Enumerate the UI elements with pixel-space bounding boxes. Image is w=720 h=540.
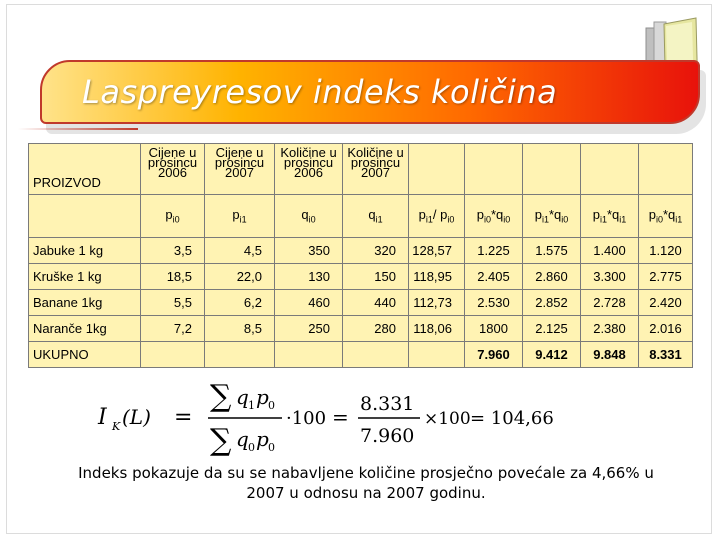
table-cell: 3.300 bbox=[581, 264, 639, 290]
explanation-note: Indeks pokazuje da su se nabavljene količine prosječno povećale za 4,66% u 2007 u odnosu na 2007 godinu. bbox=[78, 464, 654, 502]
formula-times: ×100 bbox=[424, 409, 471, 429]
table-cell: 2.380 bbox=[581, 316, 639, 342]
fraction-numerator: 8.331 bbox=[360, 393, 415, 415]
table-cell: 2.860 bbox=[523, 264, 581, 290]
table-row bbox=[29, 290, 693, 316]
table-cell: 350 bbox=[275, 238, 343, 264]
total-row bbox=[29, 342, 693, 368]
den-q: q bbox=[236, 427, 249, 451]
table-cell: 150 bbox=[343, 264, 409, 290]
table-cell: 130 bbox=[275, 264, 343, 290]
total-cell: 8.331 bbox=[639, 342, 693, 368]
table-cell: 18,5 bbox=[141, 264, 205, 290]
col-header: Količine u prosincu 2006 bbox=[275, 144, 343, 195]
table-cell: 118,95 bbox=[409, 264, 465, 290]
symbol-cell: $p_{i0}*q_{i0}$ bbox=[465, 195, 523, 238]
col-header: Cijene u prosincu 2007 bbox=[205, 144, 275, 195]
table-cell: 280 bbox=[343, 316, 409, 342]
header-row bbox=[29, 144, 693, 195]
total-label: UKUPNO bbox=[29, 342, 141, 368]
empty-cell bbox=[409, 342, 465, 368]
symbol-cell: $p_{i1}*q_{i1}$ bbox=[581, 195, 639, 238]
empty-cell bbox=[275, 342, 343, 368]
table-cell: 7,2 bbox=[141, 316, 205, 342]
den-p-sub: 0 bbox=[268, 441, 275, 454]
row-label: Jabuke 1 kg bbox=[29, 238, 141, 264]
table-cell: 2.405 bbox=[465, 264, 523, 290]
num-q: q bbox=[236, 385, 249, 409]
table-cell: 320 bbox=[343, 238, 409, 264]
table-cell: 2.530 bbox=[465, 290, 523, 316]
row-label: Naranče 1kg bbox=[29, 316, 141, 342]
table-cell: 2.775 bbox=[639, 264, 693, 290]
row-label: Kruške 1 kg bbox=[29, 264, 141, 290]
symbol-cell: $p_{i0}*q_{i1}$ bbox=[639, 195, 693, 238]
total-cell: 9.412 bbox=[523, 342, 581, 368]
table-cell: 440 bbox=[343, 290, 409, 316]
symbol-cell: $p_{i0}$ bbox=[141, 195, 205, 238]
total-cell: 9.848 bbox=[581, 342, 639, 368]
table-cell: 250 bbox=[275, 316, 343, 342]
formula-I: I bbox=[98, 405, 107, 430]
total-cell: 7.960 bbox=[465, 342, 523, 368]
row-label: Banane 1kg bbox=[29, 290, 141, 316]
symbol-cell: $q_{i1}$ bbox=[343, 195, 409, 238]
table-cell: 8,5 bbox=[205, 316, 275, 342]
table-cell: 128,57 bbox=[409, 238, 465, 264]
num-q-sub: 1 bbox=[248, 399, 255, 412]
empty-cell bbox=[29, 195, 141, 238]
index-formula bbox=[90, 378, 590, 458]
empty-cell bbox=[205, 342, 275, 368]
col-header: Cijene u prosincu 2006 bbox=[141, 144, 205, 195]
table-cell: 1800 bbox=[465, 316, 523, 342]
empty-cell bbox=[581, 144, 639, 195]
table-cell: 2.016 bbox=[639, 316, 693, 342]
sum-symbol-bottom: ∑ bbox=[210, 423, 232, 458]
table-cell: 1.575 bbox=[523, 238, 581, 264]
table-cell: 1.120 bbox=[639, 238, 693, 264]
num-p: p bbox=[256, 385, 269, 409]
formula-eq2: = bbox=[332, 405, 349, 429]
formula-K: K bbox=[112, 420, 121, 433]
table-cell: 22,0 bbox=[205, 264, 275, 290]
empty-cell bbox=[409, 144, 465, 195]
table-cell: 1.400 bbox=[581, 238, 639, 264]
empty-cell bbox=[639, 144, 693, 195]
table-cell: 112,73 bbox=[409, 290, 465, 316]
empty-cell bbox=[343, 342, 409, 368]
table-cell: 2.852 bbox=[523, 290, 581, 316]
table-cell: 2.125 bbox=[523, 316, 581, 342]
table-cell: 5,5 bbox=[141, 290, 205, 316]
den-p: p bbox=[256, 427, 269, 451]
slide-title: Laspreyresov indeks količina bbox=[82, 73, 558, 111]
title-underline bbox=[18, 128, 138, 130]
col-header: Količine u prosincu 2007 bbox=[343, 144, 409, 195]
table-cell: 4,5 bbox=[205, 238, 275, 264]
table-cell: 3,5 bbox=[141, 238, 205, 264]
formula-equals: = bbox=[174, 405, 193, 430]
num-p-sub: 0 bbox=[268, 399, 275, 412]
symbol-cell: $p_{i1}/$ $p_{i0}$ bbox=[409, 195, 465, 238]
formula-result: = 104,66 bbox=[470, 408, 554, 429]
data-table bbox=[28, 143, 693, 368]
table-cell: 1.225 bbox=[465, 238, 523, 264]
table-cell: 118,06 bbox=[409, 316, 465, 342]
formula-L: (L) bbox=[122, 405, 151, 429]
table-row bbox=[29, 238, 693, 264]
table-row bbox=[29, 316, 693, 342]
table-cell: 6,2 bbox=[205, 290, 275, 316]
symbol-cell: $q_{i0}$ bbox=[275, 195, 343, 238]
table-cell: 2.728 bbox=[581, 290, 639, 316]
empty-cell bbox=[523, 144, 581, 195]
table-cell: 2.420 bbox=[639, 290, 693, 316]
empty-cell bbox=[141, 342, 205, 368]
empty-cell bbox=[465, 144, 523, 195]
symbol-cell: $p_{i1}*q_{i0}$ bbox=[523, 195, 581, 238]
table-cell: 460 bbox=[275, 290, 343, 316]
symbol-cell: $p_{i1}$ bbox=[205, 195, 275, 238]
product-header: PROIZVOD bbox=[29, 144, 141, 195]
sum-symbol-top: ∑ bbox=[210, 379, 232, 414]
den-q-sub: 0 bbox=[248, 441, 255, 454]
fraction-denominator: 7.960 bbox=[360, 425, 415, 447]
symbol-row bbox=[29, 195, 693, 238]
formula-times100: ·100 bbox=[286, 408, 327, 429]
table-row bbox=[29, 264, 693, 290]
